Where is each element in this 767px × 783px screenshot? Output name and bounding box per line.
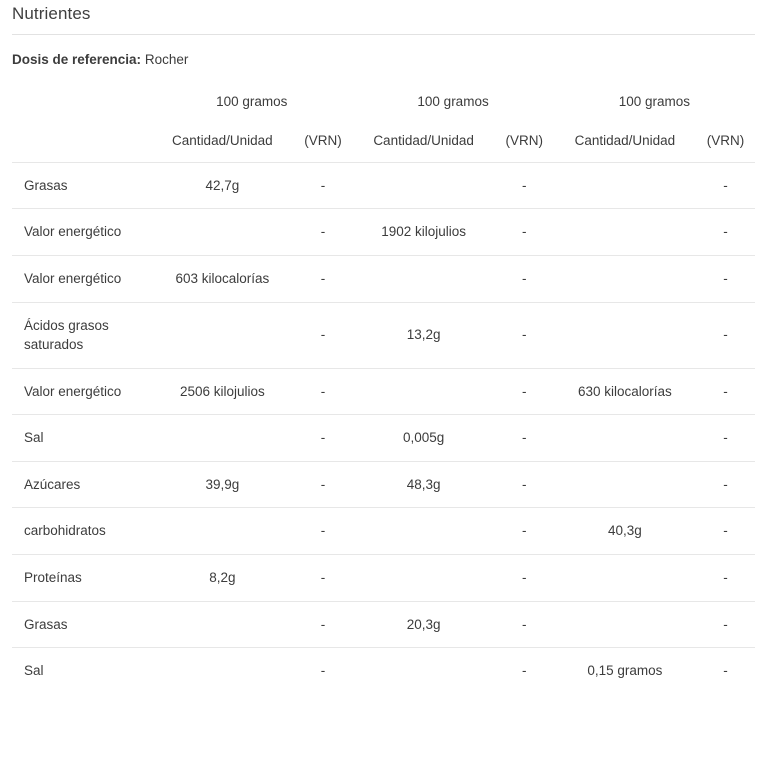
nutrient-amount-1: 603 kilocalorías	[151, 256, 293, 303]
nutrient-vrn-1: -	[294, 415, 353, 462]
subheader-vrn-3: (VRN)	[706, 132, 745, 148]
reference-dose-label: Dosis de referencia:	[12, 52, 142, 67]
subheader-amount-2: Cantidad/Unidad	[373, 132, 474, 148]
nutrient-amount-2	[352, 508, 494, 555]
nutrient-amount-2: 13,2g	[352, 302, 494, 368]
nutrient-vrn-3: -	[696, 368, 755, 415]
nutrient-name: Valor energético	[12, 209, 151, 256]
nutrient-amount-3: 0,15 gramos	[554, 648, 696, 694]
subheader-amount-3: Cantidad/Unidad	[574, 132, 676, 148]
table-row	[12, 209, 755, 256]
nutrient-amount-1: 39,9g	[151, 461, 293, 508]
portion-header-spacer	[12, 80, 151, 121]
nutrient-amount-1: 8,2g	[151, 554, 293, 601]
nutrient-amount-3: 630 kilocalorías	[554, 368, 696, 415]
nutrient-name: Valor energético	[12, 256, 151, 303]
page-title: Nutrientes	[12, 4, 91, 23]
portion-header-3: 100 gramos	[618, 93, 690, 109]
nutrient-name: Grasas	[12, 162, 151, 209]
portion-header-1: 100 gramos	[216, 93, 288, 109]
reference-dose-value: Rocher	[144, 52, 189, 67]
nutrient-vrn-3: -	[696, 648, 755, 694]
subheader-amount-1: Cantidad/Unidad	[172, 132, 273, 148]
nutrient-vrn-2: -	[495, 461, 554, 508]
nutrient-amount-1	[151, 508, 293, 555]
nutrient-name: Proteínas	[12, 554, 151, 601]
nutrient-amount-1	[151, 601, 293, 648]
nutrient-amount-2: 0,005g	[352, 415, 494, 462]
table-row	[12, 461, 755, 508]
nutrient-amount-2	[352, 256, 494, 303]
nutrient-amount-1	[151, 415, 293, 462]
table-body	[12, 162, 755, 693]
nutrient-amount-2	[352, 554, 494, 601]
nutrient-vrn-3: -	[696, 461, 755, 508]
portion-header-row	[12, 80, 755, 121]
nutrient-name: Ácidos grasos saturados	[12, 302, 151, 368]
nutrient-vrn-1: -	[294, 554, 353, 601]
nutrient-amount-3	[554, 601, 696, 648]
nutrient-name: Sal	[12, 648, 151, 694]
nutrient-name: carbohidratos	[12, 508, 151, 555]
table-row	[12, 601, 755, 648]
table-row	[12, 368, 755, 415]
nutrient-amount-3	[554, 256, 696, 303]
subheader-vrn-2: (VRN)	[505, 132, 543, 148]
nutrient-vrn-1: -	[294, 209, 353, 256]
nutrient-vrn-2: -	[495, 256, 554, 303]
nutrient-vrn-3: -	[696, 162, 755, 209]
nutrient-vrn-3: -	[696, 508, 755, 555]
nutrient-vrn-2: -	[495, 162, 554, 209]
nutrient-vrn-2: -	[495, 302, 554, 368]
nutrient-amount-2: 20,3g	[352, 601, 494, 648]
nutrient-amount-3	[554, 554, 696, 601]
nutrient-amount-2	[352, 368, 494, 415]
nutrient-vrn-3: -	[696, 415, 755, 462]
table-row	[12, 415, 755, 462]
nutrient-amount-3	[554, 302, 696, 368]
nutrient-name: Azúcares	[12, 461, 151, 508]
nutrient-vrn-1: -	[294, 508, 353, 555]
table-head	[12, 80, 755, 163]
nutrient-amount-1	[151, 209, 293, 256]
nutrient-amount-2: 48,3g	[352, 461, 494, 508]
nutrient-name: Valor energético	[12, 368, 151, 415]
table-row	[12, 256, 755, 303]
nutrient-vrn-2: -	[495, 508, 554, 555]
nutrient-vrn-1: -	[294, 162, 353, 209]
table-row	[12, 302, 755, 368]
nutrients-table	[12, 80, 755, 694]
nutrient-vrn-3: -	[696, 302, 755, 368]
table-row	[12, 162, 755, 209]
nutrient-amount-3	[554, 162, 696, 209]
nutrient-amount-1: 2506 kilojulios	[151, 368, 293, 415]
nutrient-amount-1	[151, 648, 293, 694]
nutrient-name: Grasas	[12, 601, 151, 648]
nutrient-vrn-3: -	[696, 601, 755, 648]
nutrient-vrn-3: -	[696, 256, 755, 303]
nutrient-vrn-2: -	[495, 209, 554, 256]
nutrient-amount-1: 42,7g	[151, 162, 293, 209]
nutrient-vrn-1: -	[294, 601, 353, 648]
nutrient-amount-2	[352, 162, 494, 209]
nutrient-amount-3	[554, 461, 696, 508]
reference-dose	[12, 35, 755, 70]
subheader-spacer	[12, 121, 151, 163]
nutrient-vrn-2: -	[495, 554, 554, 601]
nutrient-amount-3	[554, 415, 696, 462]
nutrient-vrn-2: -	[495, 415, 554, 462]
subheader-row	[12, 121, 755, 163]
nutrient-vrn-1: -	[294, 648, 353, 694]
nutrient-vrn-2: -	[495, 601, 554, 648]
portion-header-2: 100 gramos	[417, 93, 489, 109]
nutrient-vrn-1: -	[294, 368, 353, 415]
nutrient-vrn-2: -	[495, 368, 554, 415]
nutrient-vrn-3: -	[696, 209, 755, 256]
nutrient-vrn-3: -	[696, 554, 755, 601]
nutrient-amount-1	[151, 302, 293, 368]
nutrient-vrn-1: -	[294, 256, 353, 303]
subheader-vrn-1: (VRN)	[304, 132, 342, 148]
nutrient-amount-2	[352, 648, 494, 694]
nutrient-amount-3: 40,3g	[554, 508, 696, 555]
table-row	[12, 554, 755, 601]
nutrient-vrn-1: -	[294, 302, 353, 368]
nutrient-amount-2: 1902 kilojulios	[352, 209, 494, 256]
nutrient-name: Sal	[12, 415, 151, 462]
table-row	[12, 648, 755, 694]
table-row	[12, 508, 755, 555]
nutrient-amount-3	[554, 209, 696, 256]
nutrient-vrn-2: -	[495, 648, 554, 694]
nutrient-vrn-1: -	[294, 461, 353, 508]
